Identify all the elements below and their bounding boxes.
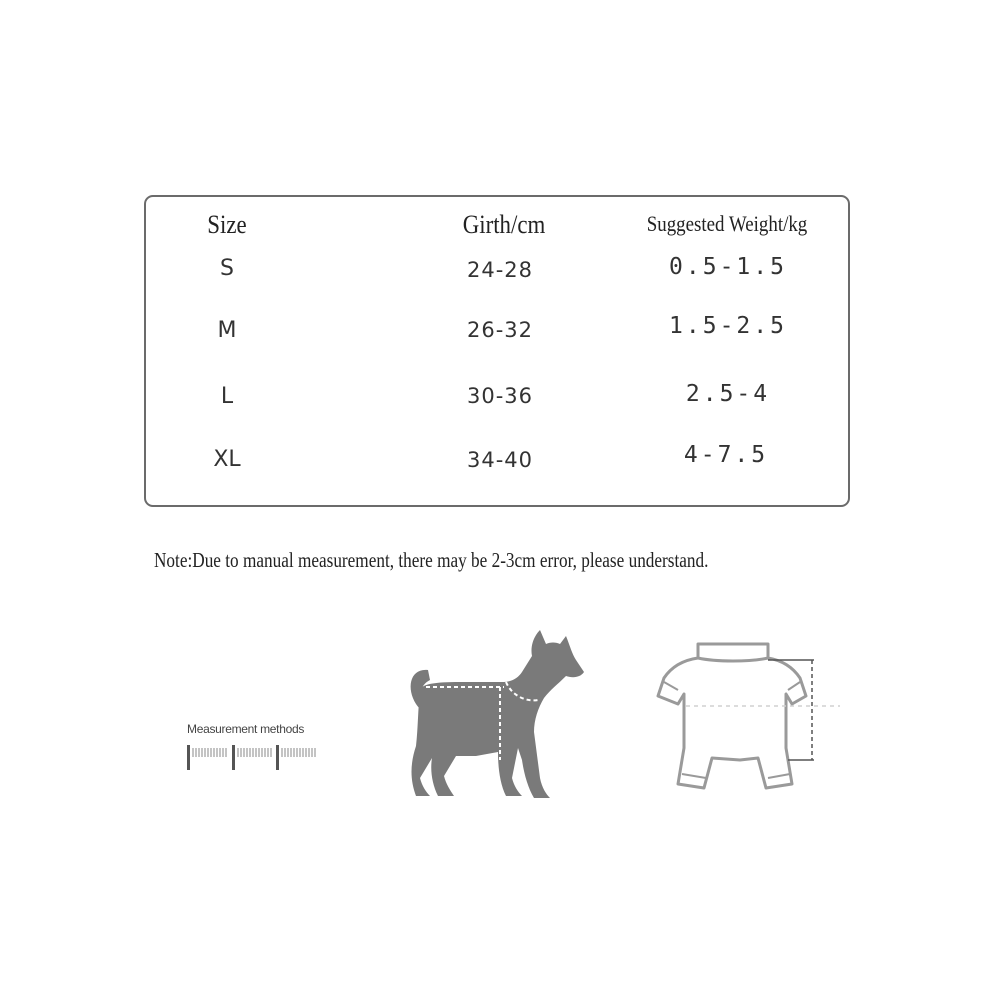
table-row-size: L <box>220 384 234 409</box>
pet-garment-icon <box>650 640 850 800</box>
measurement-note: Note:Due to manual measurement, there may be 2-3cm error, please understand. <box>154 548 709 572</box>
table-row-girth: 34-40 <box>466 448 534 472</box>
header-weight: Suggested Weight/kg <box>646 211 808 236</box>
table-row-size: M <box>217 318 237 343</box>
tape-measure-icon <box>184 745 324 775</box>
table-row-size: S <box>220 256 234 281</box>
table-row-weight: 1.5-2.5 <box>669 313 787 339</box>
header-size: Size <box>207 210 247 239</box>
table-row-girth: 30-36 <box>466 384 534 408</box>
table-row-weight: 2.5-4 <box>685 381 771 407</box>
table-row-size: XL <box>213 447 241 472</box>
table-row-weight: 4-7.5 <box>683 442 769 468</box>
table-row-girth: 24-28 <box>466 258 534 282</box>
table-row-weight: 0.5-1.5 <box>669 254 787 280</box>
dog-silhouette-icon <box>400 628 585 803</box>
measurement-methods-label: Measurement methods <box>187 722 305 736</box>
header-girth: Girth/cm <box>462 210 546 239</box>
table-row-girth: 26-32 <box>466 318 534 342</box>
